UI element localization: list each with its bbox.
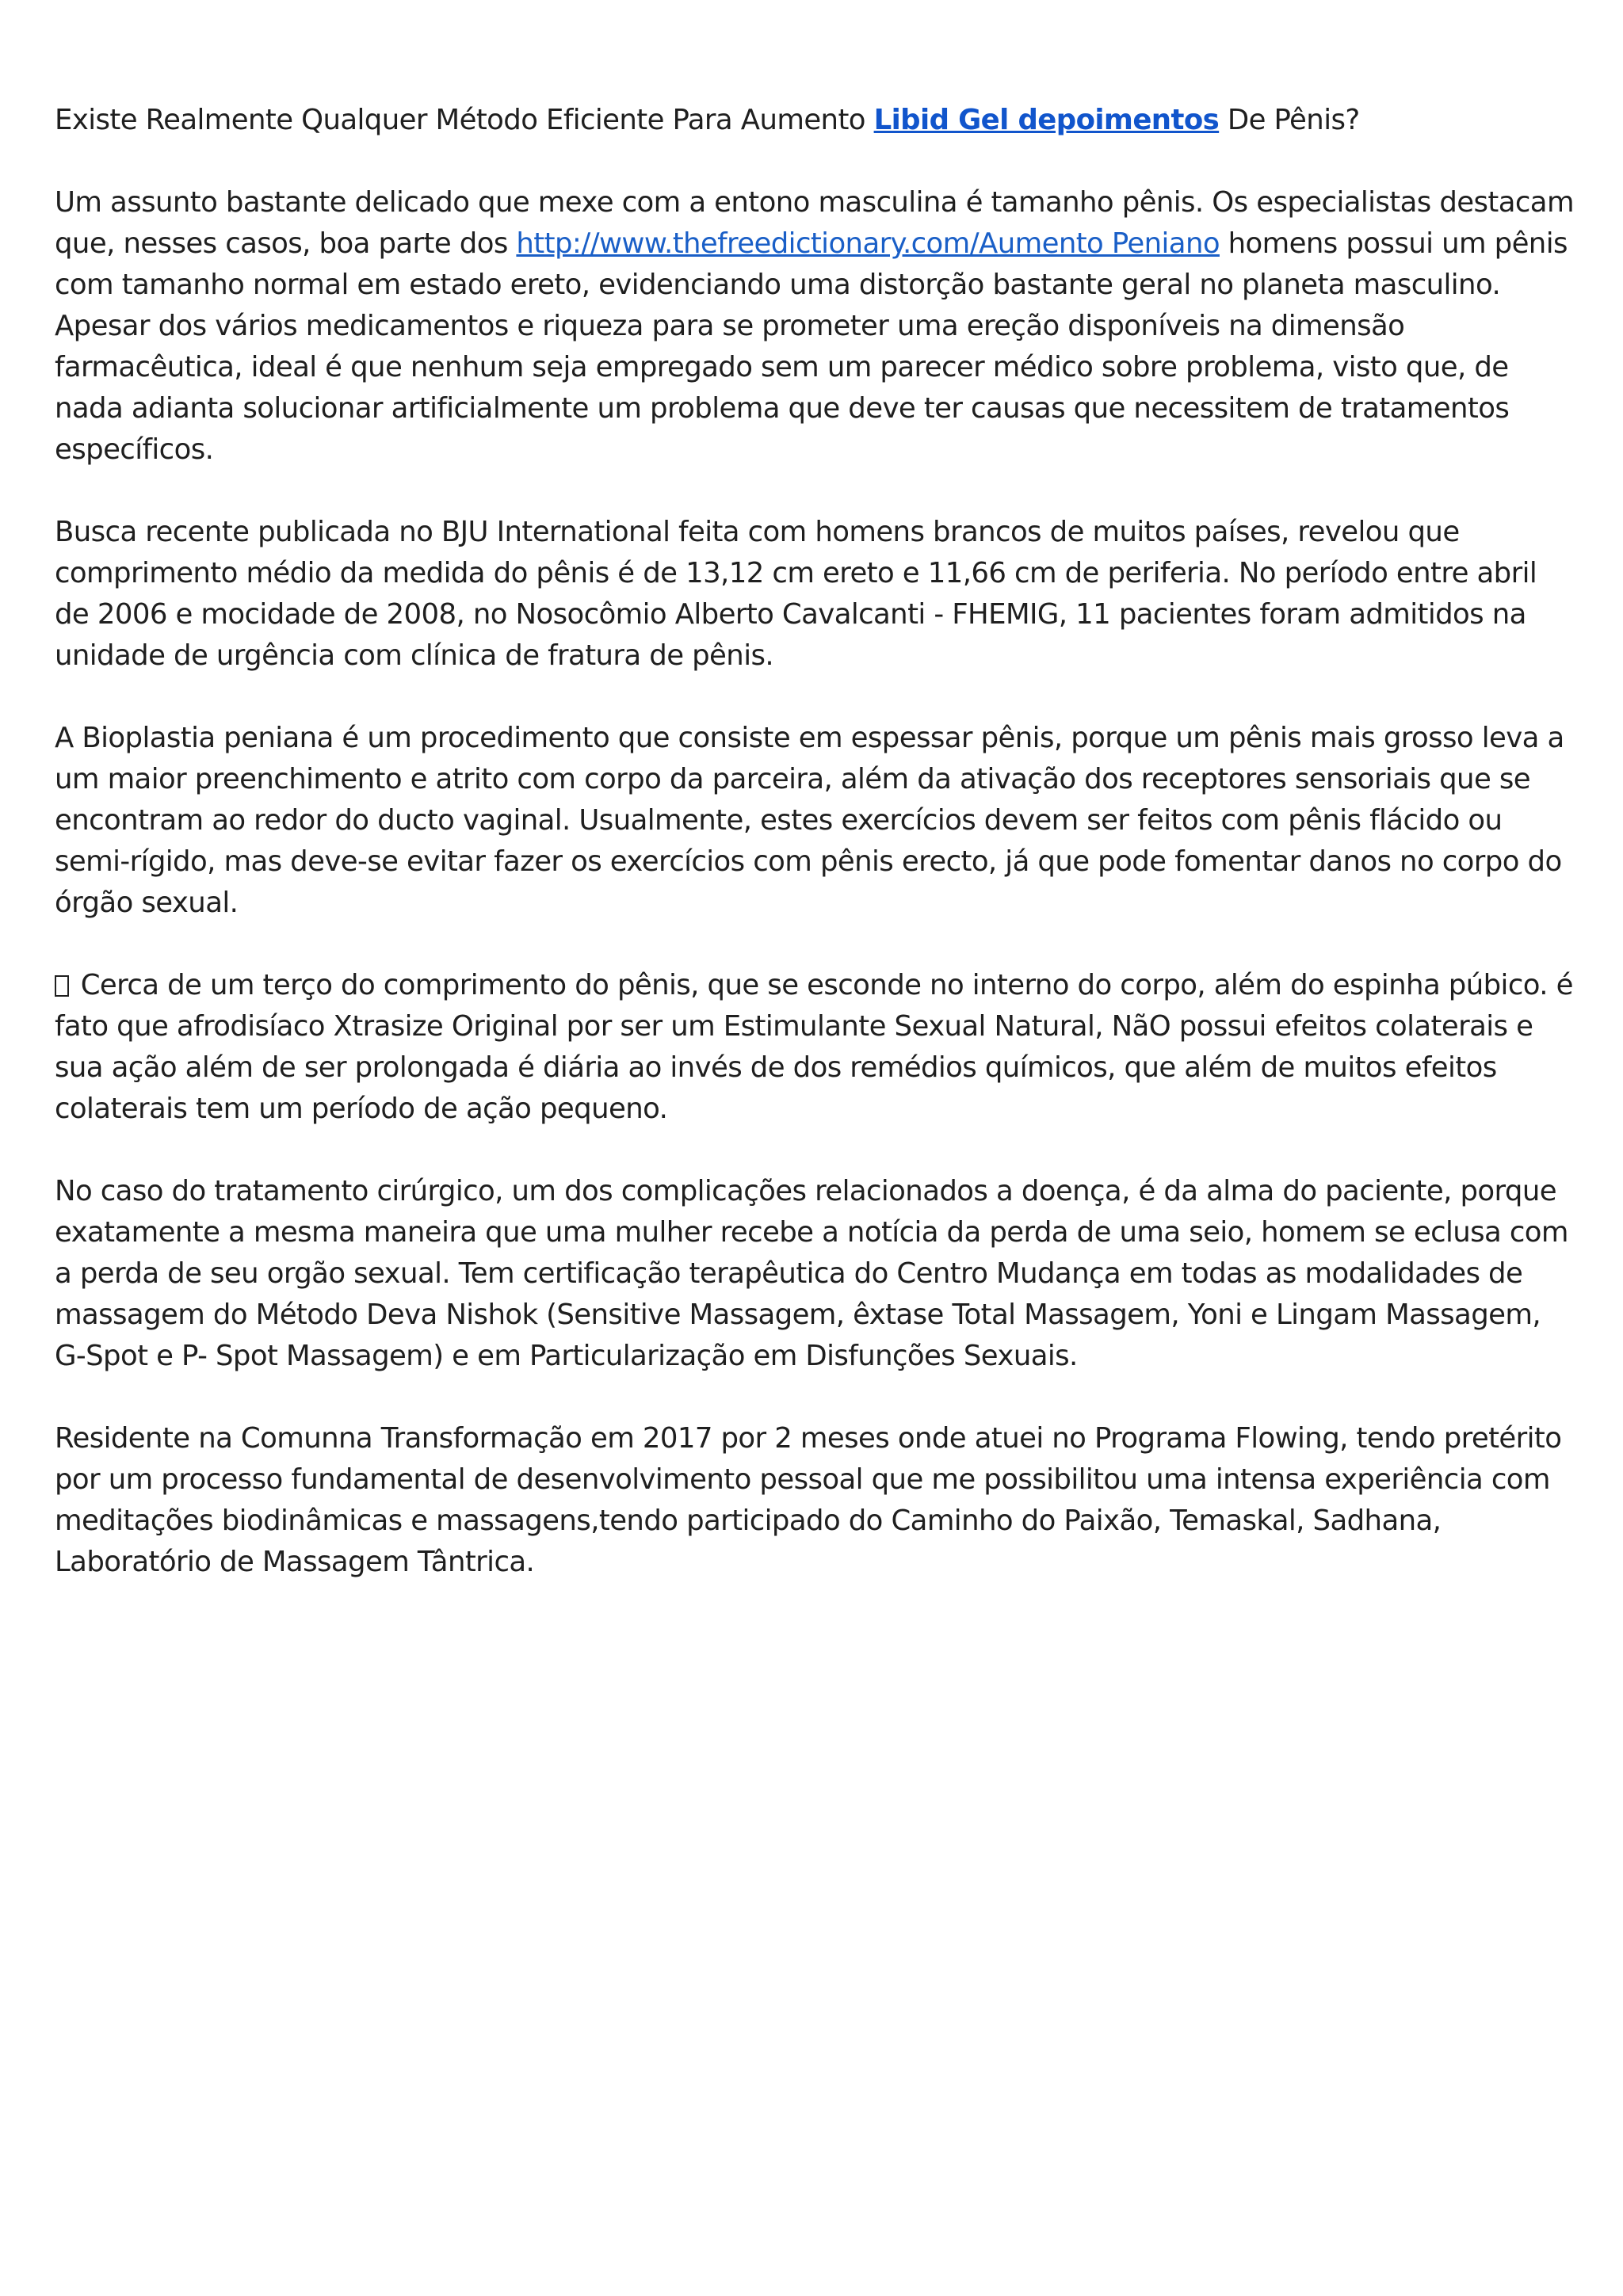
document-title xyxy=(55,100,1576,141)
title-text-before: Existe Realmente Qualquer Método Eficiente Para Aumento xyxy=(55,104,874,136)
paragraph-4 xyxy=(55,965,1576,1130)
box-glyph-icon xyxy=(55,975,69,997)
paragraph-5: No caso do tratamento cirúrgico, um dos complicações relacionados a doença, é da alma do paciente, porque exatamente a mesma maneira que uma mulher recebe a notícia da perda de uma seio, homem se eclusa com a perda de seu orgão sexual. Tem certificação terapêutica do Centro Mudança em todas as modalidades de massagem do Método Deva Nishok (Sensitive Massagem, êxtase Total Massagem, Yoni e Lingam Massagem, G-Spot e P- Spot Massagem) e em Particularização em Disfunções Sexuais. xyxy=(55,1175,1568,1372)
paragraph-6: Residente na Comunna Transformação em 2017 por 2 meses onde atuei no Programa Flowing, tendo pretérito por um processo fundamental de desenvolvimento pessoal que me possibilitou uma intensa experiência com meditações biodinâmicas e massagens,tendo participado do Caminho do Paixão, Temaskal, Sadhana, Laboratório de Massagem Tântrica. xyxy=(55,1422,1562,1578)
paragraph-1-text-before: Um assunto bastante delicado que mexe com a entono masculina é tamanho pênis. Os especialistas destacam que, nesses casos, boa parte dos xyxy=(55,186,1574,260)
paragraph-2: Busca recente publicada no BJU International feita com homens brancos de muitos países, revelou que comprimento médio da medida do pênis é de 13,12 cm ereto e 11,66 cm de periferia. No período entre abril de 2006 e mocidade de 2008, no Nosocômio Alberto Cavalcanti - FHEMIG, 11 pacientes foram admitidos na unidade de urgência com clínica de fratura de pênis. xyxy=(55,516,1537,672)
paragraph-1-text-after: homens possui um pênis com tamanho normal em estado ereto, evidenciando uma distorção bastante geral no planeta masculino. Apesar dos vários medicamentos e riqueza para se prometer uma ereção disponíveis na dimensão farmacêutica, ideal é que nenhum seja empregado sem um parecer médico sobre problema, visto que, de nada adianta solucionar artificialmente um problema que deve ter causas que necessitem de tratamentos específicos. xyxy=(55,227,1568,466)
dictionary-link[interactable]: http://www.thefreedictionary.com/Aumento Peniano xyxy=(516,227,1220,260)
paragraph-1 xyxy=(55,182,1576,471)
title-text-after: De Pênis? xyxy=(1219,104,1360,136)
document-page xyxy=(55,100,1576,1624)
paragraph-4-text: Cerca de um terço do comprimento do pênis, que se esconde no interno do corpo, além do espinha púbico. é fato que afrodisíaco Xtrasize Original por ser um Estimulante Sexual Natural, NãO possui efeitos colaterais e sua ação além de ser prolongada é diária ao invés de dos remédios químicos, que além de muitos efeitos colaterais tem um período de ação pequeno. xyxy=(55,969,1573,1125)
paragraph-3: A Bioplastia peniana é um procedimento que consiste em espessar pênis, porque um pênis mais grosso leva a um maior preenchimento e atrito com corpo da parceira, além da ativação dos receptores sensoriais que se encontram ao redor do ducto vaginal. Usualmente, estes exercícios devem ser feitos com pênis flácido ou semi-rígido, mas deve-se evitar fazer os exercícios com pênis erecto, já que pode fomentar danos no corpo do órgão sexual. xyxy=(55,722,1564,919)
title-link[interactable]: Libid Gel depoimentos xyxy=(873,104,1220,136)
